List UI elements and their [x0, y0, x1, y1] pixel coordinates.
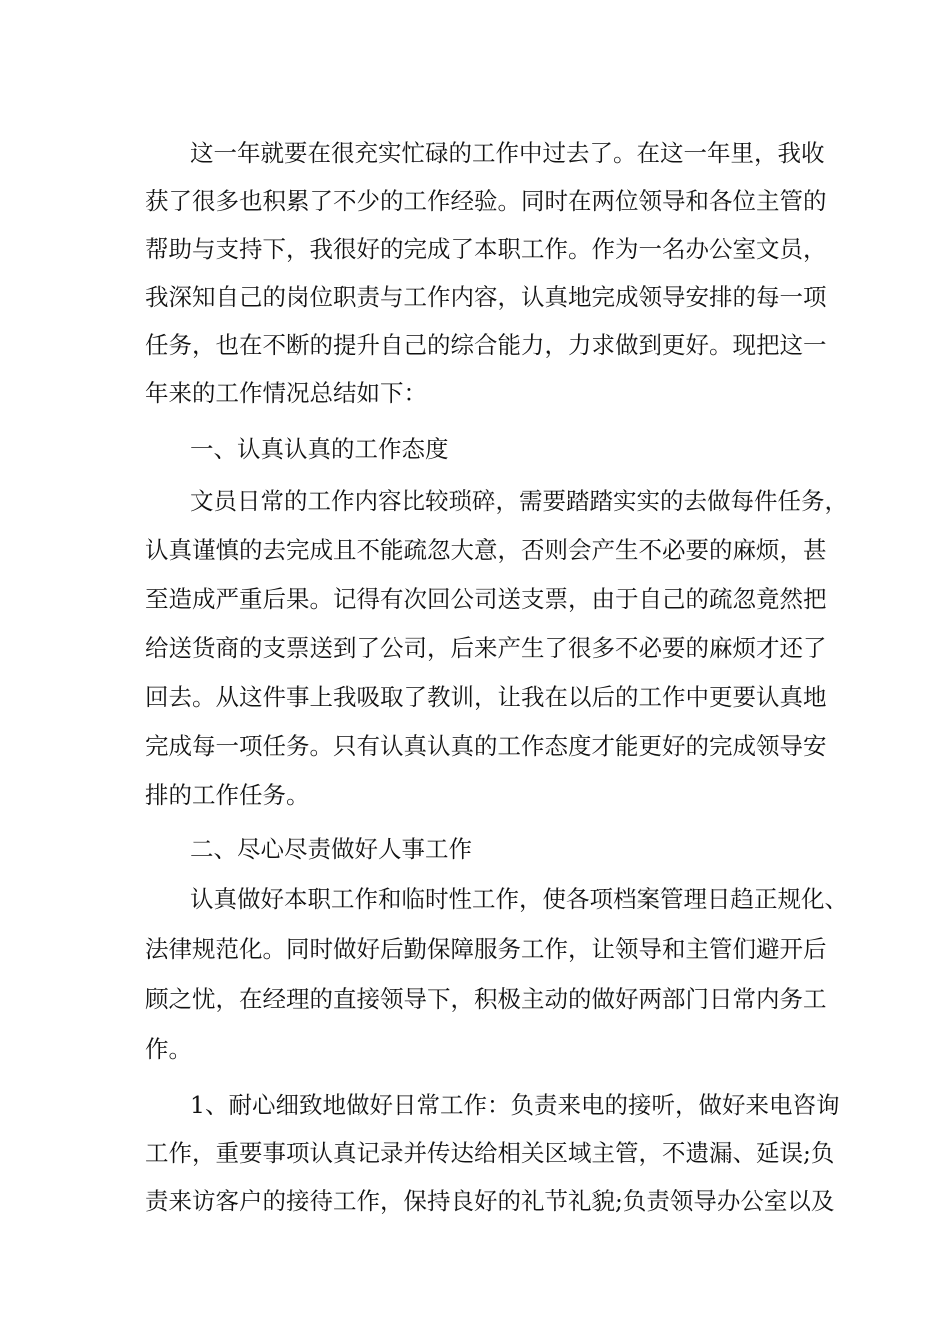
paragraph-line: 我深知自己的岗位职责与工作内容，认真地完成领导安排的每一项 [145, 283, 827, 311]
paragraph-line: 认真谨慎的去完成且不能疏忽大意，否则会产生不必要的麻烦，甚 [145, 536, 827, 564]
paragraph-line: 1、耐心细致地做好日常工作：负责来电的接听，做好来电咨询 [190, 1091, 840, 1119]
paragraph-line: 回去。从这件事上我吸取了教训，让我在以后的工作中更要认真地 [145, 683, 827, 711]
paragraph-line: 法律规范化。同时做好后勤保障服务工作，让领导和主管们避开后 [145, 935, 827, 963]
paragraph-line: 这一年就要在很充实忙碌的工作中过去了。在这一年里，我收 [190, 139, 825, 167]
paragraph-line: 任务，也在不断的提升自己的综合能力，力求做到更好。现把这一 [145, 331, 827, 359]
paragraph-line: 顾之忧，在经理的直接领导下，积极主动的做好两部门日常内务工 [145, 985, 827, 1013]
paragraph-line: 工作，重要事项认真记录并传达给相关区域主管，不遗漏、延误;负 [145, 1139, 835, 1167]
section-heading: 一、认真认真的工作态度 [190, 435, 449, 463]
paragraph-line: 认真做好本职工作和临时性工作，使各项档案管理日趋正规化、 [190, 885, 848, 913]
paragraph-line: 年来的工作情况总结如下： [145, 379, 427, 407]
paragraph-line: 文员日常的工作内容比较琐碎，需要踏踏实实的去做每件任务， [190, 487, 848, 515]
paragraph-line: 获了很多也积累了不少的工作经验。同时在两位领导和各位主管的 [145, 187, 827, 215]
paragraph-line: 排的工作任务。 [145, 781, 310, 809]
paragraph-line: 作。 [145, 1035, 192, 1063]
paragraph-line: 完成每一项任务。只有认真认真的工作态度才能更好的完成领导安 [145, 732, 827, 760]
paragraph-line: 至造成严重后果。记得有次回公司送支票，由于自己的疏忽竟然把 [145, 585, 827, 613]
paragraph-line: 给送货商的支票送到了公司，后来产生了很多不必要的麻烦才还了 [145, 634, 827, 662]
paragraph-line: 责来访客户的接待工作，保持良好的礼节礼貌;负责领导办公室以及 [145, 1187, 835, 1215]
section-heading: 二、尽心尽责做好人事工作 [190, 835, 472, 863]
paragraph-line: 帮助与支持下，我很好的完成了本职工作。作为一名办公室文员， [145, 235, 827, 263]
